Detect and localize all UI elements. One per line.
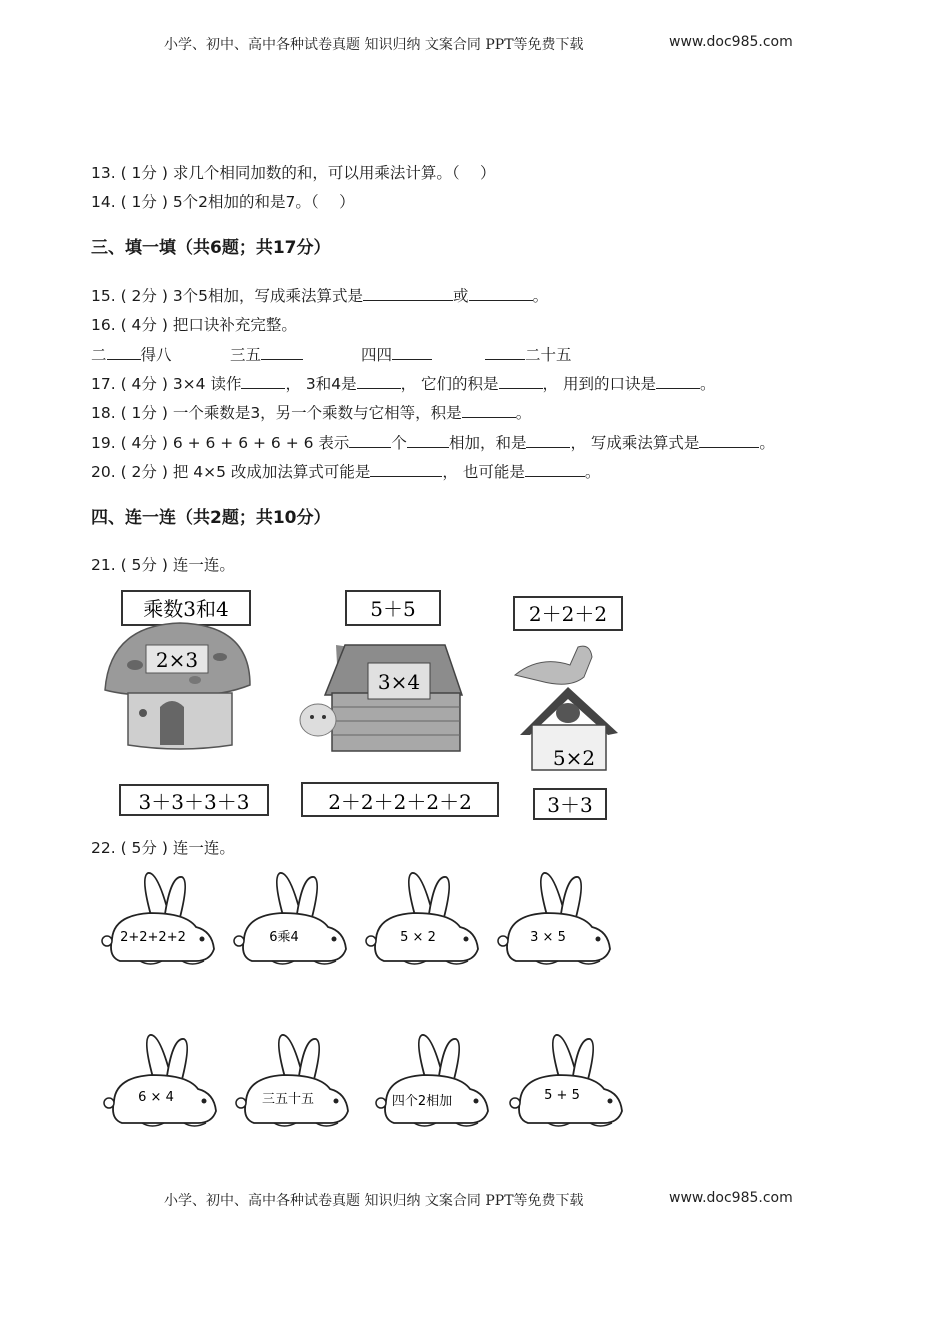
- fig21-bottom-label-3: 3＋3: [547, 793, 593, 817]
- fig21-bottom-label-1: 3＋3＋3＋3: [138, 790, 250, 814]
- q16-item-2: 三五: [230, 345, 303, 365]
- dog-house-image: [300, 645, 462, 751]
- figure-22: [98, 865, 638, 1135]
- question-16: 16. ( 4分 ) 把口诀补充完整。: [91, 316, 297, 334]
- header-text: 小学、初中、高中各种试卷真题 知识归纳 文案合同 PPT等免费下载: [164, 37, 584, 53]
- rabbit-label-6: 三五十五: [261, 1092, 315, 1107]
- footer-text: 小学、初中、高中各种试卷真题 知识归纳 文案合同 PPT等免费下载: [164, 1193, 584, 1209]
- question-20: 20. ( 2分 ) 把 4×5 改成加法算式可能是 ， 也可能是 。: [91, 463, 601, 481]
- question-14: 14. ( 1分 ) 5个2相加的和是7。（ ）: [91, 193, 355, 211]
- question-15: [91, 286, 548, 306]
- q19-blank-1[interactable]: [349, 433, 391, 448]
- q15-text-b: 或: [453, 287, 469, 305]
- q16-blank-1[interactable]: [107, 345, 141, 360]
- rabbit-label-5: 6 × 4: [138, 1090, 174, 1105]
- rabbit-7[interactable]: [376, 1035, 488, 1126]
- rabbit-8[interactable]: [510, 1035, 622, 1126]
- fig21-house-label-3: 5×2: [552, 746, 596, 770]
- rabbit-3[interactable]: [366, 873, 478, 964]
- q19-blank-2[interactable]: [407, 433, 449, 448]
- rabbit-label-7: 四个2相加: [391, 1094, 453, 1109]
- q15-text-a: 15. ( 2分 ) 3个5相加，写成乘法算式是: [91, 287, 364, 305]
- q16-item-4: 二十五: [485, 345, 572, 365]
- q17-blank-4[interactable]: [656, 374, 700, 389]
- q17-blank-2[interactable]: [357, 374, 401, 389]
- rabbit-2[interactable]: [234, 873, 346, 964]
- question-22: 22. ( 5分 ) 连一连。: [91, 839, 235, 857]
- fig21-top-label-3: 2＋2＋2: [528, 602, 608, 626]
- figure-21: [100, 585, 640, 825]
- question-19: 19. ( 4分 ) 6 + 6 + 6 + 6 + 6 表示 个 相加，和是 ， 写成乘法算式是 。: [91, 434, 775, 452]
- q15-text-c: 。: [532, 287, 549, 305]
- q19-blank-4[interactable]: [699, 433, 759, 448]
- q15-blank-2[interactable]: [469, 286, 533, 301]
- question-13: 13. ( 1分 ) 求几个相同加数的和，可以用乘法计算。（ ）: [91, 164, 496, 182]
- q19-blank-3[interactable]: [526, 433, 570, 448]
- q16-item-1: 二 得八: [91, 346, 172, 364]
- question-18: 18. ( 1分 ) 一个乘数是3，另一个乘数与它相等，积是 。: [91, 404, 532, 422]
- fig21-house-label-2: 3×4: [377, 670, 421, 694]
- rabbit-6[interactable]: [236, 1035, 348, 1126]
- question-17: 17. ( 4分 ) 3×4 读作 ， 3和4是 ， 它们的积是 ， 用到的口诀是 。: [91, 375, 716, 393]
- q15-blank-1[interactable]: [363, 286, 453, 301]
- q16-blank-3[interactable]: [392, 345, 432, 360]
- q18-blank[interactable]: [462, 403, 516, 418]
- rabbit-label-3: 5 × 2: [400, 930, 436, 945]
- footer-url[interactable]: www.doc985.com: [669, 1190, 793, 1206]
- fig21-top-label-1: 乘数3和4: [143, 597, 229, 621]
- rabbit-label-1: 2+2+2+2: [120, 930, 186, 945]
- rabbit-5[interactable]: [104, 1035, 216, 1126]
- fig21-bottom-label-2: 2＋2＋2＋2＋2: [328, 790, 472, 814]
- rabbit-label-2: 6乘4: [269, 930, 299, 945]
- fig21-top-label-2: 5＋5: [370, 597, 416, 621]
- q20-blank-2[interactable]: [525, 462, 585, 477]
- section-3-title: 三、填一填（共6题；共17分）: [91, 238, 331, 258]
- q16-blank-2[interactable]: [261, 345, 303, 360]
- rabbit-4[interactable]: [498, 873, 610, 964]
- rabbit-label-4: 3 × 5: [530, 930, 566, 945]
- mushroom-house-image: [105, 623, 250, 749]
- q17-blank-1[interactable]: [241, 374, 285, 389]
- q20-blank-1[interactable]: [370, 462, 442, 477]
- section-4-title: 四、连一连（共2题；共10分）: [91, 508, 331, 528]
- header-url[interactable]: www.doc985.com: [669, 34, 793, 50]
- rabbit-label-8: 5 + 5: [544, 1088, 580, 1103]
- fig21-house-label-1: 2×3: [155, 648, 199, 672]
- q16-blank-4[interactable]: [485, 345, 525, 360]
- rabbit-1[interactable]: [102, 873, 214, 964]
- q17-blank-3[interactable]: [499, 374, 543, 389]
- q16-item-3: 四四: [361, 345, 432, 365]
- question-21: 21. ( 5分 ) 连一连。: [91, 556, 235, 574]
